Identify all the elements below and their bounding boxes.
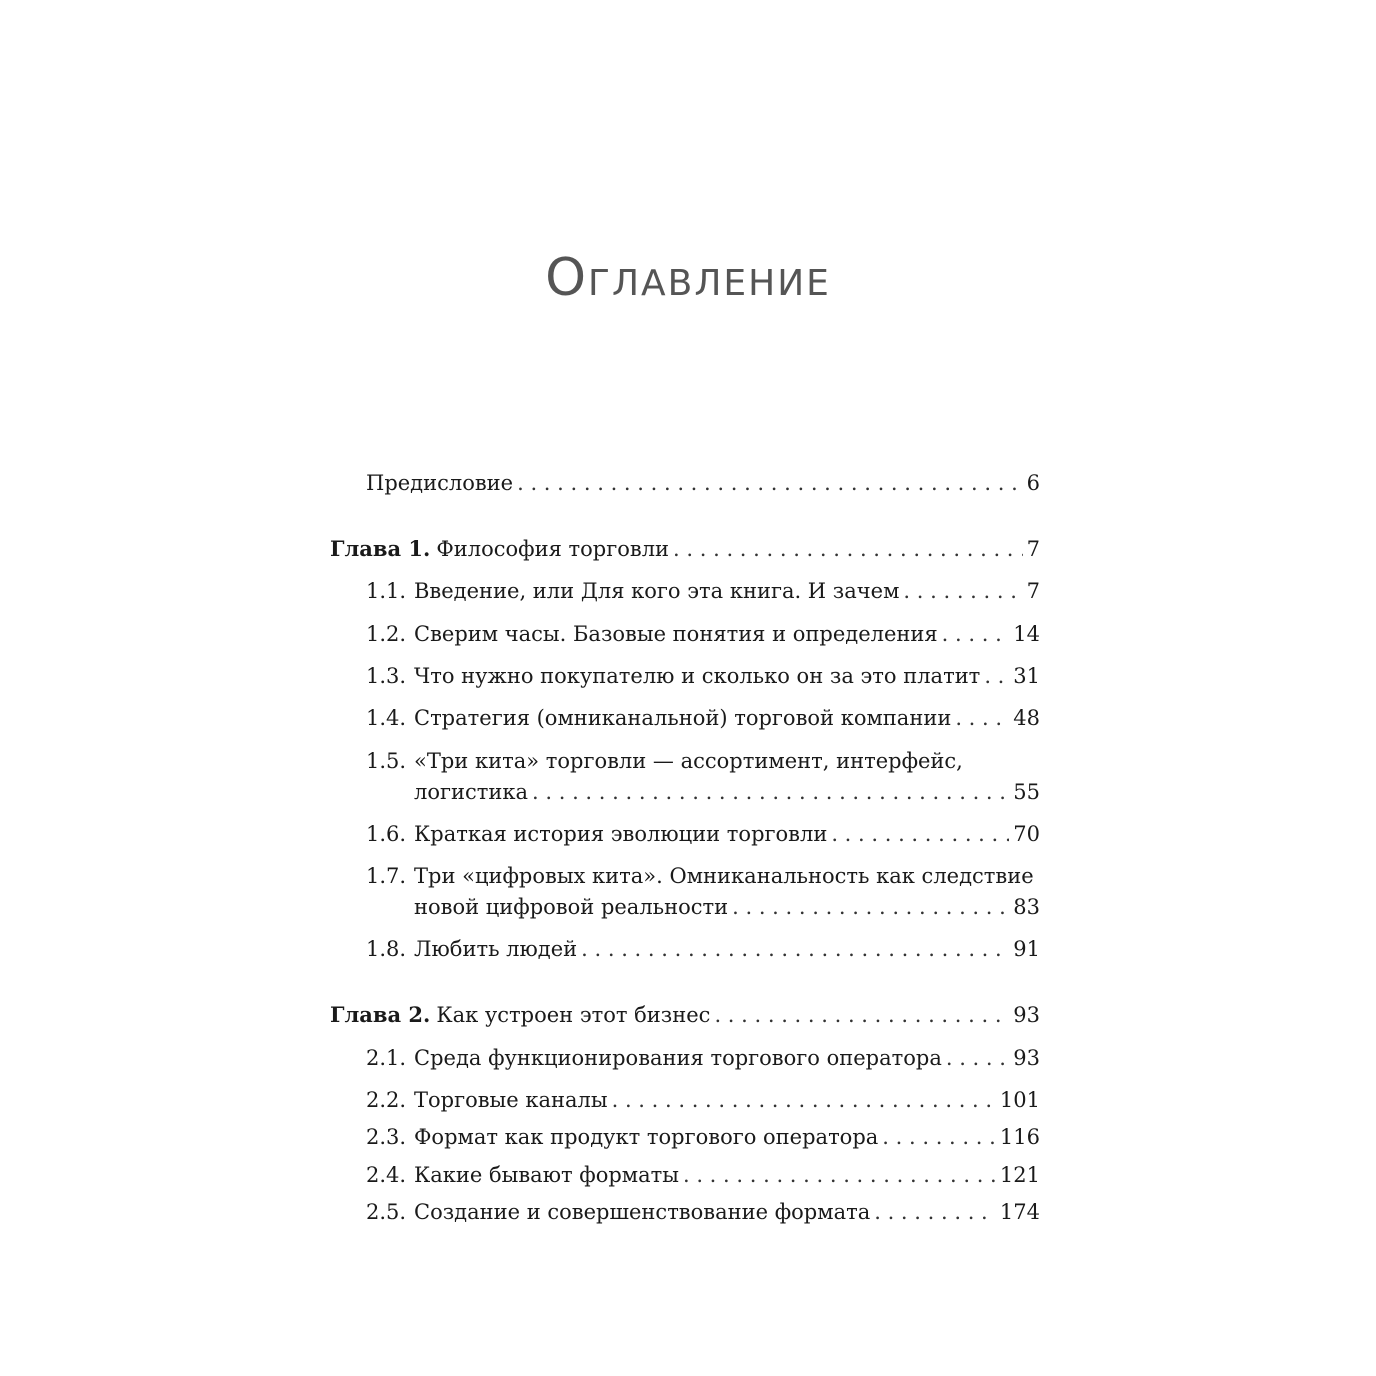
toc-entry-2-5[interactable] — [330, 1197, 1040, 1227]
section-number: 1.7. — [366, 864, 407, 888]
entry-title-line-1: Три «цифровых кита». Омниканальность как следствие — [414, 864, 1034, 888]
section-number: 1.3. — [366, 664, 407, 688]
dot-leader — [882, 1122, 996, 1152]
dot-leader — [683, 1160, 996, 1190]
entry-title: Сверим часы. Базовые понятия и определения — [414, 622, 938, 646]
dot-leader — [984, 661, 1009, 691]
section-number: 2.5. — [366, 1200, 407, 1224]
page-number: 48 — [1013, 706, 1040, 730]
dot-leader — [532, 777, 1009, 807]
entry-title: Формат как продукт торгового оператора — [414, 1125, 879, 1149]
section-number: 1.8. — [366, 937, 407, 961]
toc-entry-2-4[interactable] — [330, 1160, 1040, 1190]
toc-entry-1-6[interactable] — [330, 819, 1040, 849]
dot-leader — [946, 1043, 1009, 1073]
page-number: 7 — [1026, 579, 1040, 603]
toc-entry-preface[interactable] — [330, 468, 1040, 498]
dot-leader — [874, 1197, 996, 1227]
page-title: Оглавление — [545, 248, 831, 308]
section-number: 2.1. — [366, 1046, 407, 1070]
chapter-label: Глава 1. — [330, 536, 431, 561]
entry-title-line-2: новой цифровой реальности — [414, 895, 729, 919]
page-number: 83 — [1013, 895, 1040, 919]
toc-entry-1-4[interactable] — [330, 703, 1040, 733]
entry-title: Какие бывают форматы — [414, 1163, 679, 1187]
page-number: 70 — [1013, 822, 1040, 846]
dot-leader — [955, 703, 1009, 733]
entry-title: Философия торговли — [436, 537, 670, 561]
entry-title: Как устроен этот бизнес — [436, 1003, 711, 1027]
entry-title: Торговые каналы — [414, 1088, 608, 1112]
dot-leader — [903, 576, 1022, 606]
dot-leader — [612, 1085, 996, 1115]
page-number: 101 — [999, 1088, 1040, 1112]
dot-leader — [673, 534, 1023, 564]
page-number: 93 — [1013, 1046, 1040, 1070]
page-number: 174 — [999, 1200, 1040, 1224]
section-number: 1.1. — [366, 579, 407, 603]
dot-leader — [942, 619, 1010, 649]
dot-leader — [714, 1000, 1009, 1030]
entry-title-line-2: логистика — [414, 780, 529, 804]
chapter-label: Глава 2. — [330, 1002, 431, 1027]
entry-title: Среда функционирования торгового оператора — [414, 1046, 942, 1070]
page-number: 6 — [1026, 471, 1040, 495]
entry-title: Любить людей — [414, 937, 578, 961]
toc-entry-chapter-1[interactable] — [330, 534, 1040, 564]
toc-entry-1-3[interactable] — [330, 661, 1040, 691]
page-number: 93 — [1013, 1003, 1040, 1027]
dot-leader — [732, 892, 1009, 922]
entry-title: Создание и совершенствование формата — [414, 1200, 871, 1224]
toc-entry-2-2[interactable] — [330, 1085, 1040, 1115]
entry-title: Введение, или Для кого эта книга. И зачем — [414, 579, 900, 603]
entry-title-line-1: «Три кита» торговли — ассортимент, интерфейс, — [414, 749, 963, 773]
page-number: 121 — [999, 1163, 1040, 1187]
toc-entry-chapter-2[interactable] — [330, 1000, 1040, 1030]
entry-title: Стратегия (омниканальной) торговой компании — [414, 706, 952, 730]
toc-entry-2-3[interactable] — [330, 1122, 1040, 1152]
entry-title: Что нужно покупателю и сколько он за это платит — [414, 664, 981, 688]
page-number: 7 — [1026, 537, 1040, 561]
page-number: 91 — [1013, 937, 1040, 961]
dot-leader — [581, 934, 1009, 964]
entry-title: Предисловие — [366, 471, 514, 495]
section-number: 2.2. — [366, 1088, 407, 1112]
toc-entry-1-1[interactable] — [330, 576, 1040, 606]
table-of-contents — [330, 0, 1040, 1376]
page-number: 31 — [1013, 664, 1040, 688]
toc-entry-1-2[interactable] — [330, 619, 1040, 649]
entry-title: Краткая история эволюции торговли — [414, 822, 828, 846]
section-number: 2.3. — [366, 1125, 407, 1149]
toc-entry-1-8[interactable] — [330, 934, 1040, 964]
section-number: 1.5. — [366, 749, 407, 773]
page-number: 116 — [999, 1125, 1040, 1149]
section-number: 1.2. — [366, 622, 407, 646]
toc-entry-2-1[interactable] — [330, 1043, 1040, 1073]
dot-leader — [831, 819, 1009, 849]
dot-leader — [517, 468, 1023, 498]
section-number: 2.4. — [366, 1163, 407, 1187]
page-number: 55 — [1013, 780, 1040, 804]
section-number: 1.4. — [366, 706, 407, 730]
page-number: 14 — [1013, 622, 1040, 646]
section-number: 1.6. — [366, 822, 407, 846]
